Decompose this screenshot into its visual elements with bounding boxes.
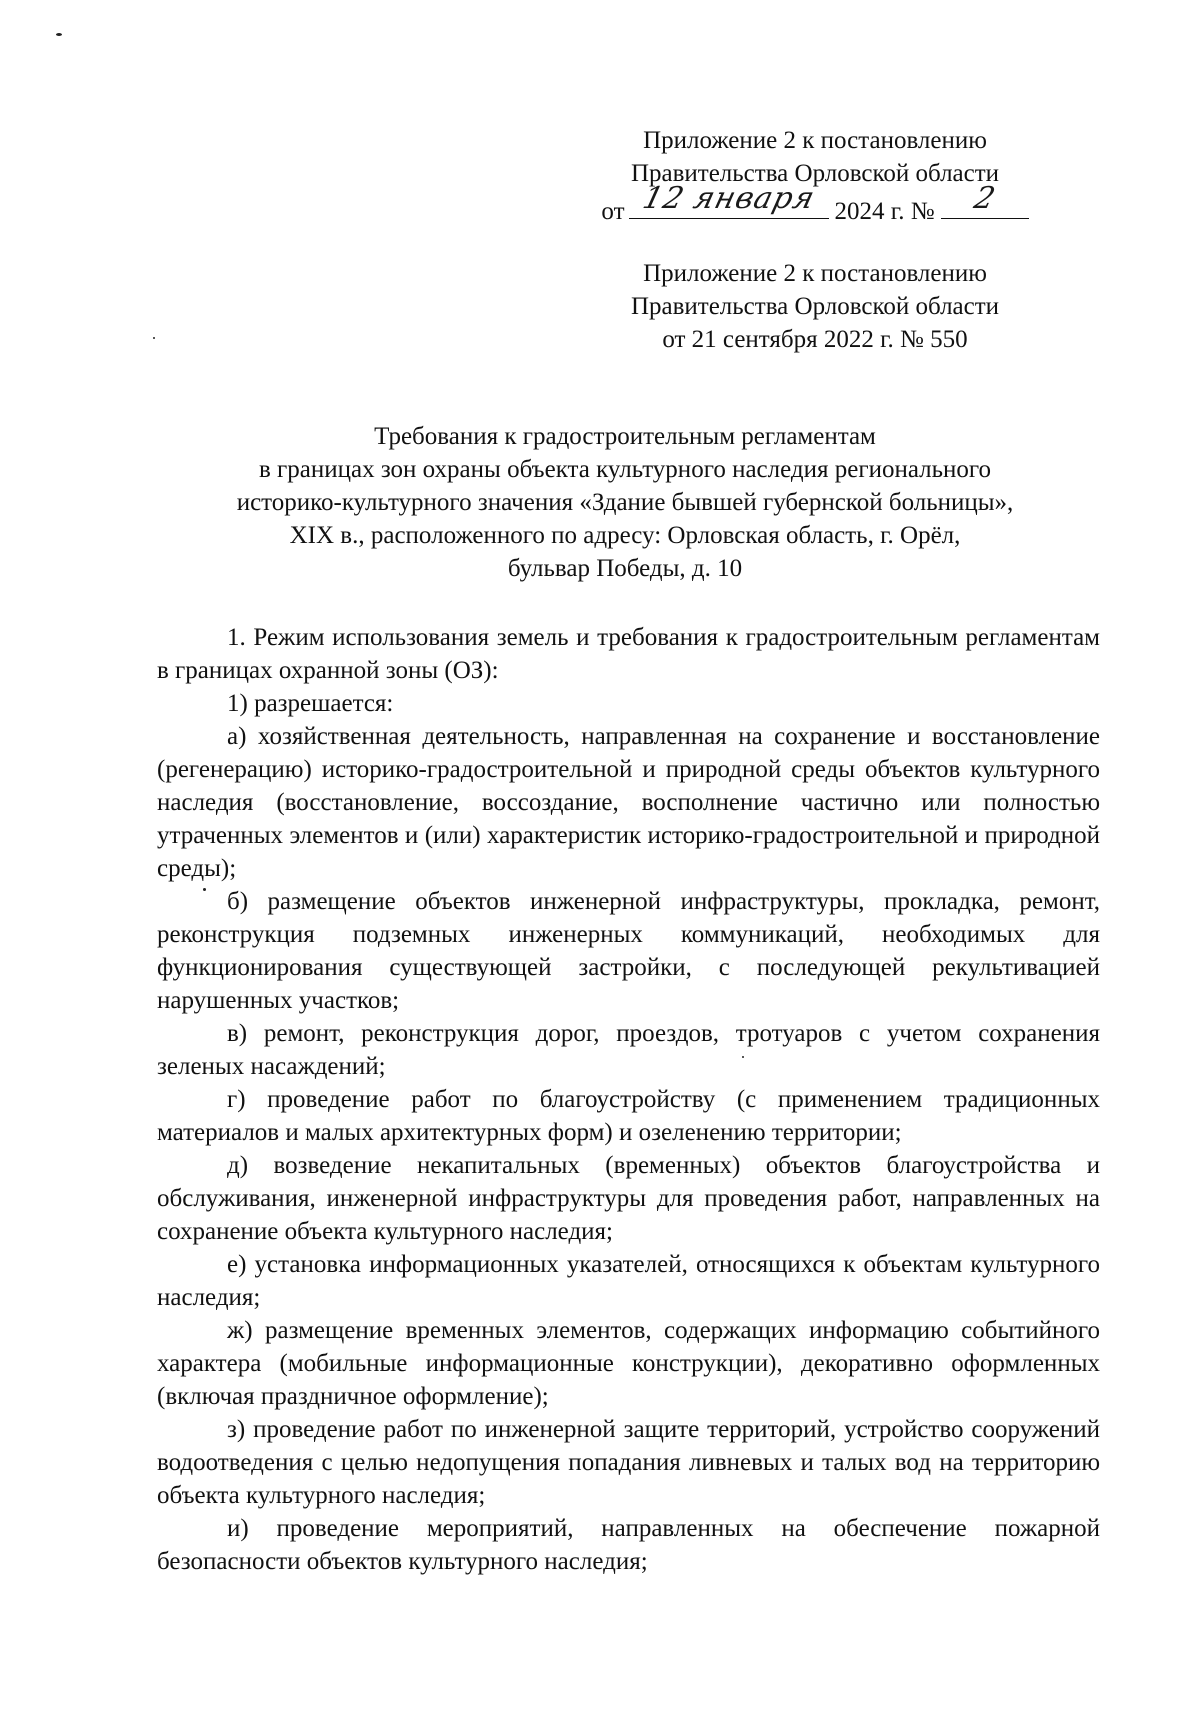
list-item-zh: ж) размещение временных элементов, содержащих информацию событийного характера (мобильные информационные конструкции), декоративно оформленных (включая праздничное оформление); <box>157 1317 1100 1410</box>
list-item-b: б) размещение объектов инженерной инфраструктуры, прокладка, ремонт, реконструкция подземных инженерных коммуникаций, необходимых для функционирования существующей застройки, с последующей рекультивацией нарушенных участков; <box>157 888 1100 1014</box>
scan-speck <box>56 33 62 36</box>
handwritten-date: 12 января <box>638 181 819 216</box>
header-current-date-line <box>560 181 1070 228</box>
date-field <box>629 181 829 219</box>
date-year: 2024 г. № <box>834 198 935 225</box>
document-title <box>150 420 1100 585</box>
number-field <box>941 181 1029 219</box>
title-line: XIX в., расположенного по адресу: Орловская область, г. Орёл, <box>289 522 961 549</box>
header-current-line2: Правительства Орловской области <box>630 160 1000 187</box>
handwritten-number: 2 <box>970 181 999 216</box>
header-current-line1: Приложение 2 к постановлению <box>643 127 987 154</box>
scan-speck <box>153 337 155 339</box>
title-line: историко-культурного значения «Здание бывшей губернской больницы», <box>236 489 1014 516</box>
title-line: бульвар Победы, д. 10 <box>507 555 743 582</box>
header-previous-line1: Приложение 2 к постановлению <box>643 260 987 287</box>
document-body <box>157 621 1100 1578</box>
list-item-v: в) ремонт, реконструкция дорог, проездов, тротуаров с учетом сохранения зеленых насаждений; <box>157 1020 1100 1080</box>
date-prefix: от <box>601 198 625 225</box>
paragraph-allowed: 1) разрешается: <box>227 690 394 717</box>
header-previous <box>560 257 1070 356</box>
list-item-a: а) хозяйственная деятельность, направленная на сохранение и восстановление (регенерацию) историко-градостроительной и природной среды объектов культурного наследия (восстановление, воссоздание, восполнение частично или полностью утраченных элементов и (или) характеристик историко-градостроительной и природной среды); <box>157 723 1100 882</box>
list-item-d: д) возведение некапитальных (временных) объектов благоустройства и обслуживания, инженерной инфраструктуры для проведения работ, направленных на сохранение объекта культурного наследия; <box>157 1152 1100 1245</box>
title-line: в границах зон охраны объекта культурного наследия регионального <box>258 456 992 483</box>
list-item-e: е) установка информационных указателей, относящихся к объектам культурного наследия; <box>157 1251 1100 1311</box>
header-previous-line3: от 21 сентября 2022 г. № 550 <box>662 326 968 353</box>
list-item-z: з) проведение работ по инженерной защите территорий, устройство сооружений водоотведения с целью недопущения попадания ливневых и талых вод на территорию объекта культурного наследия; <box>157 1416 1100 1509</box>
header-previous-line2: Правительства Орловской области <box>630 293 1000 320</box>
title-line: Требования к градостроительным регламентам <box>374 423 876 450</box>
header-current <box>560 124 1070 228</box>
list-item-i: и) проведение мероприятий, направленных на обеспечение пожарной безопасности объектов культурного наследия; <box>157 1515 1100 1575</box>
paragraph-1: 1. Режим использования земель и требования к градостроительным регламентам в границах охранной зоны (ОЗ): <box>157 624 1100 684</box>
list-item-g: г) проведение работ по благоустройству (с применением традиционных материалов и малых архитектурных форм) и озеленению территории; <box>157 1086 1100 1146</box>
